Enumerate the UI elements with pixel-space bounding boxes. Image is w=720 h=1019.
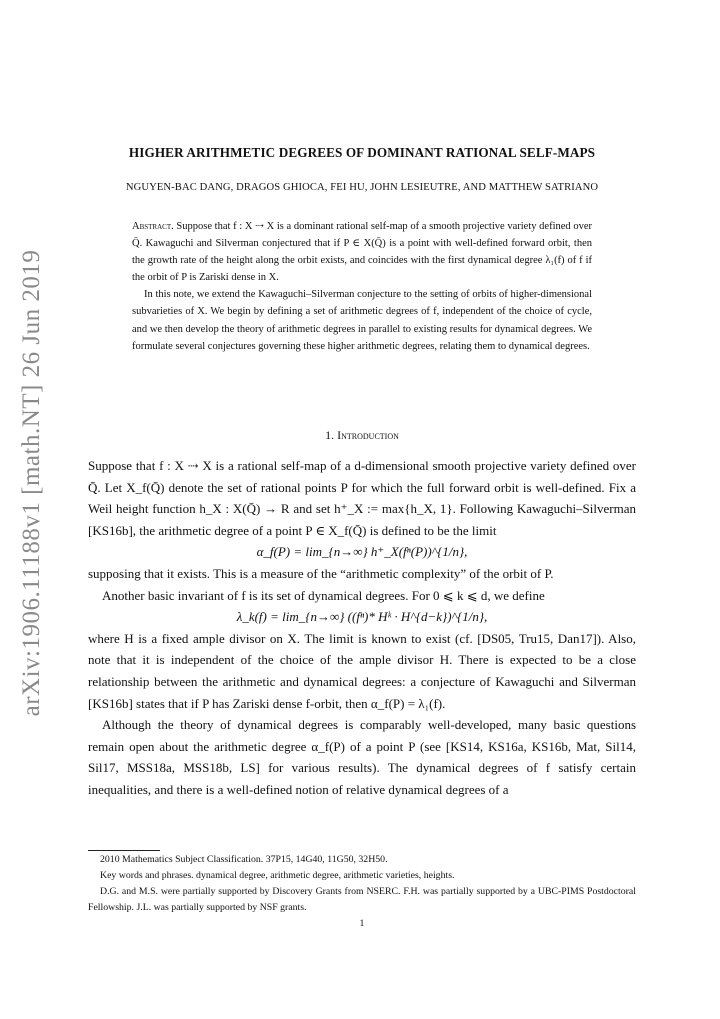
- body-paragraph-1b: supposing that it exists. This is a measure of the “arithmetic complexity” of the orbit of P.: [88, 565, 554, 581]
- body-paragraph-2: Another basic invariant of f is its set of dynamical degrees. For 0 ⩽ k ⩽ d, we define: [102, 587, 545, 603]
- body-text: [88, 455, 636, 801]
- author-list: NGUYEN-BAC DANG, DRAGOS GHIOCA, FEI HU, JOHN LESIEUTRE, AND MATTHEW SATRIANO: [125, 182, 599, 193]
- page-number: 1: [359, 918, 365, 929]
- equation-arithmetic-degree: α_f(P) = lim_{n→∞} h⁺_X(fⁿ(P))^{1/n},: [256, 544, 468, 560]
- equation-dynamical-degree: λ_k(f) = lim_{n→∞} ((fⁿ)* Hᵏ · H^{d−k})^{1/n},: [236, 609, 488, 625]
- footnote-msc: 2010 Mathematics Subject Classification. 37P15, 14G40, 11G50, 32H50.: [100, 854, 388, 865]
- paper-title: HIGHER ARITHMETIC DEGREES OF DOMINANT RATIONAL SELF-MAPS: [128, 145, 596, 160]
- footnotes: [88, 852, 636, 916]
- arxiv-stamp: [12, 249, 52, 717]
- arxiv-stamp-text: arXiv:1906.11188v1 [math.NT] 26 Jun 2019: [18, 249, 45, 717]
- abstract-paragraph-1: [132, 218, 592, 286]
- abstract: [132, 218, 592, 355]
- section-heading: 1. Introduction: [325, 428, 399, 442]
- footnote-keywords: Key words and phrases. dynamical degree, arithmetic degree, arithmetic varieties, heights.: [100, 870, 455, 881]
- body-paragraph-1: Suppose that f : X ⇢ X is a rational self-map of a d-dimensional smooth projective variety defined over Q̄. Let X_f(Q̄) denote the set of rational points P for which the full forward orbit is well-defined. Fix a Weil height function h_X : X(Q̄) → R and set h⁺_X := max{h_X, 1}. Following Kawaguchi–Silverman [KS16b], the arithmetic degree of a point P ∈ X_f(Q̄) is defined to be the limit: [88, 458, 636, 538]
- body-paragraph-2b: where H is a fixed ample divisor on X. The limit is known to exist (cf. [DS05, Tru15, Dan17]). Also, note that it is independent of the choice of the ample divisor H. There is expected to be a close relationship between the arithmetic and dynamical degrees: a conjecture of Kawaguchi and Silverman [KS16b] states that if P has Zariski dense f-orbit, then α_f(P) = λ₁(f).: [88, 630, 636, 711]
- abstract-paragraph-2: In this note, we extend the Kawaguchi–Silverman conjecture to the setting of orbits of higher-dimensional subvarieties of X. We begin by defining a set of arithmetic degrees of f, independent of the choice of cycle, and we then develop the theory of arithmetic degrees in parallel to existing results for dynamical degrees. We formulate several conjectures governing these higher arithmetic degrees, relating them to dynamical degrees.: [132, 289, 592, 352]
- footnote-rule: [88, 850, 160, 851]
- footnote-funding: D.G. and M.S. were partially supported by Discovery Grants from NSERC. F.H. was partially supported by a UBC-PIMS Postdoctoral Fellowship. J.L. was partially supported by NSF grants.: [88, 886, 636, 913]
- abstract-label: Abstract.: [132, 221, 174, 232]
- body-paragraph-3: Although the theory of dynamical degrees is comparably well-developed, many basic questions remain open about the arithmetic degree α_f(P) of a point P (see [KS14, KS16a, KS16b, Mat, Sil14, Sil17, MSS18a, MSS18b, LS] for various results). The dynamical degrees of f satisfy certain inequalities, and there is a well-defined notion of relative dynamical degrees of a: [88, 717, 636, 797]
- abstract-text-1: Suppose that f : X ⇢ X is a dominant rational self-map of a smooth projective variety defined over Q̄. Kawaguchi and Silverman conjectured that if P ∈ X(Q̄) is a point with well-defined forward orbit, then the growth rate of the height along the orbit exists, and coincides with the first dynamical degree λ₁(f) of f if the orbit of P is Zariski dense in X.: [132, 221, 592, 284]
